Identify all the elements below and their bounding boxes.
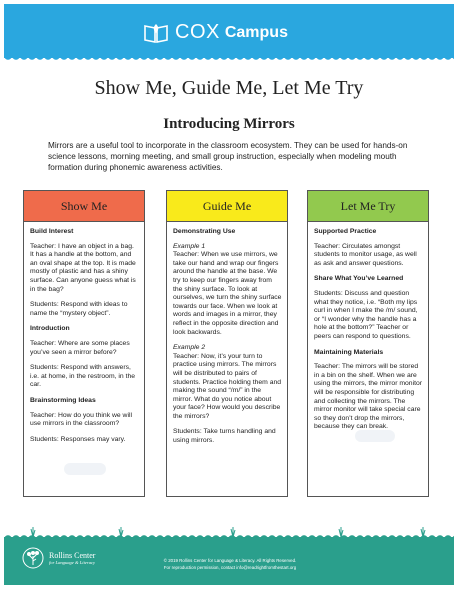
- intro-paragraph: Mirrors are a useful tool to incorporate in the classroom ecosystem. They can be used for hands-on science lessons, morning meeting, and small group instruction, especially when modeling mouth formation during phonemic awareness activities.: [48, 141, 408, 172]
- permissions-line[interactable]: For reproduction permission, contact info@readrightfromthestart.org: [163, 565, 297, 570]
- section-heading: Maintaining Materials: [314, 348, 384, 356]
- paragraph: Students: Responses may vary.: [30, 435, 126, 443]
- section-heading: Supported Practice: [314, 228, 377, 235]
- paragraph: Teacher: The mirrors will be stored in a bin on the shelf. When we are using the mirrors, the mirror monitor will be responsible for distributing and collecting the mirrors. The mirror monitor will take special care so they don’t drop the mirrors, because they can break.: [314, 363, 423, 431]
- paragraph: Teacher: How do you think we will use mirrors in the classroom?: [30, 411, 132, 428]
- header-banner: [4, 4, 454, 58]
- paragraph: Teacher: I have an object in a bag. It has a handle at the bottom, and an oval shape at the top. It is made mostly of plastic and has a shiny surface. Can anyone guess what is in the bag?: [30, 242, 136, 293]
- section-heading: Demonstrating Use: [173, 228, 236, 235]
- column-guide-me: [166, 190, 288, 497]
- paragraph: Students: Discuss and question what they notice, i.e. “Both my lips curl in when I make the /m/ sound, or “I wonder why the handle has a hole at the bottom?” Teacher or peers can respond to questions.: [314, 289, 418, 340]
- column-heading: Let Me Try: [308, 191, 428, 222]
- org-subtitle: for Language & Literacy: [49, 559, 96, 565]
- page-subtitle: Introducing Mirrors: [163, 116, 295, 132]
- footer-copyright: [120, 557, 340, 571]
- example-label: Example 1: [173, 242, 206, 250]
- column-body: [308, 222, 428, 432]
- logo-text-cox: COX: [175, 21, 220, 43]
- tree-icon: [22, 547, 44, 569]
- example-label: Example 2: [173, 344, 206, 352]
- rollins-center-logo[interactable]: [22, 547, 95, 569]
- paragraph: Teacher: When we use mirrors, we take our hand and wrap our fingers around the handle at the base. We try to keep our fingers away from the shiny surface. To look at ourselves, we turn the shiny surface towards our face. When we look at words and images in a mirror, they reflect in the opposite direction and look backwards.: [173, 251, 282, 336]
- column-let-me-try: [307, 190, 429, 497]
- section-heading: Build Interest: [30, 228, 74, 235]
- column-body: [167, 222, 287, 446]
- paragraph: Students: Take turns handling and using mirrors.: [173, 428, 276, 445]
- paragraph: Teacher: Now, it’s your turn to practice using mirrors. The mirrors will be distributed to pairs of students. Practice holding them and making the sound “/m/” in the mirror. What do you notice about your face? How would you describe the mirrors?: [173, 352, 282, 420]
- section-heading: Introduction: [30, 325, 70, 333]
- copyright-line: © 2019 Rollins Center for Language & Literacy. All Rights Reserved.: [163, 558, 297, 563]
- cox-campus-logo[interactable]: [143, 21, 288, 44]
- section-heading: Share What You’ve Learned: [314, 275, 404, 283]
- column-heading: Show Me: [24, 191, 144, 222]
- logo-text-campus: Campus: [224, 23, 288, 41]
- decorative-cloud: [355, 430, 395, 442]
- header-scallop-edge: [4, 56, 454, 62]
- decorative-cloud: [64, 463, 106, 475]
- open-book-icon: [143, 22, 169, 44]
- column-heading: Guide Me: [167, 191, 287, 222]
- column-show-me: [23, 190, 145, 497]
- paragraph: Students: Respond with answers, i.e. at home, in the restroom, in the car.: [30, 364, 136, 389]
- paragraph: Teacher: Where are some places you’ve seen a mirror before?: [30, 339, 130, 356]
- page-title: Show Me, Guide Me, Let Me Try: [94, 77, 364, 99]
- paragraph: Students: Respond with ideas to name the “mystery object”.: [30, 301, 128, 317]
- paragraph: Teacher: Circulates amongst students to monitor usage, as well as ask and answer questions.: [314, 242, 417, 267]
- org-name: Rollins Center: [49, 550, 96, 560]
- column-body: [24, 222, 144, 444]
- section-heading: Brainstorming Ideas: [30, 396, 96, 404]
